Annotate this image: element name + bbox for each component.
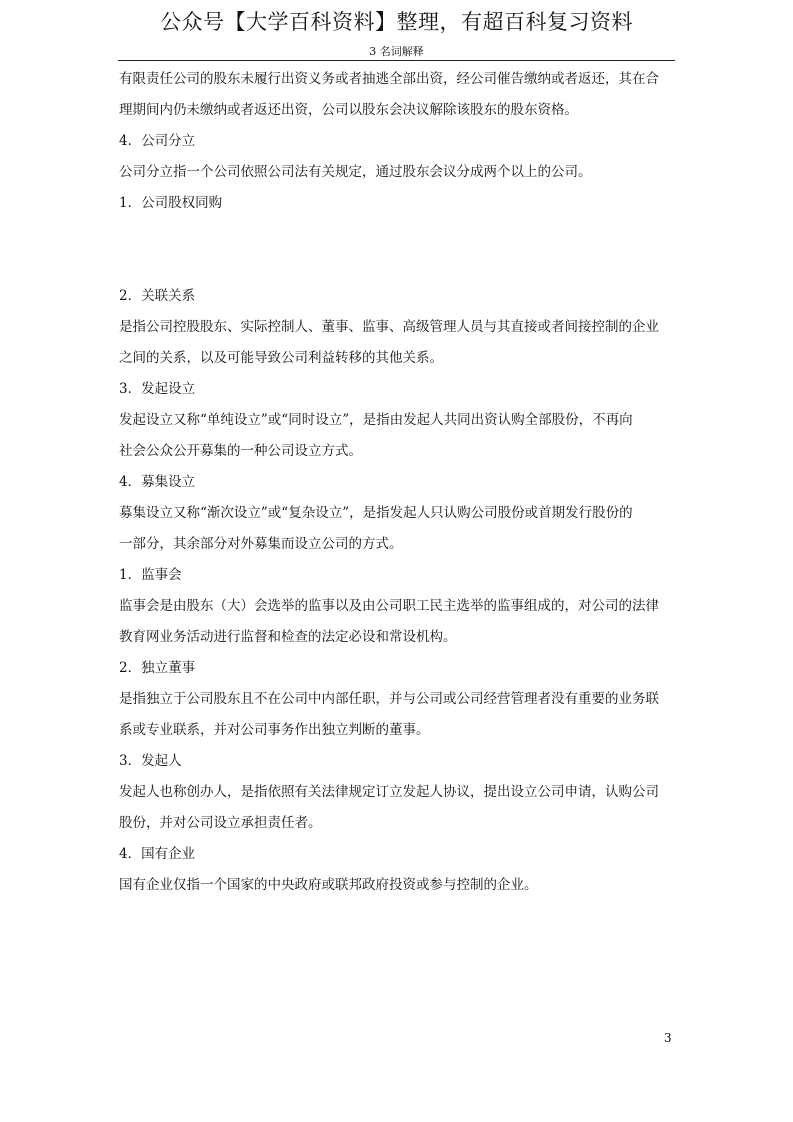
section-heading: 2．独立董事 bbox=[119, 660, 196, 676]
body-line: 是指独立于公司股东且不在公司中内部任职，并与公司或公司经营管理者没有重要的业务联 bbox=[119, 691, 659, 707]
section-heading: 3．发起设立 bbox=[119, 381, 196, 397]
page-banner: 公众号【大学百科资料】整理，有超百科复习资料 bbox=[160, 10, 633, 34]
body-line: 教育网业务活动进行监督和检查的法定必设和常设机构。 bbox=[119, 629, 457, 645]
body-line: 股份，并对公司设立承担责任者。 bbox=[119, 815, 322, 831]
header-divider bbox=[118, 60, 675, 61]
body-line: 公司分立指一个公司依照公司法有关规定，通过股东会议分成两个以上的公司。 bbox=[119, 164, 592, 180]
body-line: 是指公司控股股东、实际控制人、董事、监事、高级管理人员与其直接或者间接控制的企业 bbox=[119, 319, 659, 335]
section-heading: 4．募集设立 bbox=[119, 474, 196, 490]
section-header-label: 3 名词解释 bbox=[369, 45, 424, 58]
body-line: 发起人也称创办人，是指依照有关法律规定订立发起人协议，提出设立公司申请，认购公司 bbox=[119, 784, 659, 800]
body-line: 之间的关系，以及可能导致公司利益转移的其他关系。 bbox=[119, 350, 443, 366]
body-line: 监事会是由股东（大）会选举的监事以及由公司职工民主选举的监事组成的，对公司的法律 bbox=[119, 598, 659, 614]
body-line: 系或专业联系，并对公司事务作出独立判断的董事。 bbox=[119, 722, 430, 738]
blank-space bbox=[119, 219, 675, 281]
section-heading: 1．公司股权同购 bbox=[119, 195, 223, 211]
page-number: 3 bbox=[664, 1031, 672, 1045]
body-line: 一部分，其余部分对外募集而设立公司的方式。 bbox=[119, 536, 403, 552]
body-line: 国有企业仅指一个国家的中央政府或联邦政府投资或参与控制的企业。 bbox=[119, 877, 538, 893]
document-body bbox=[119, 64, 675, 901]
section-heading: 4．公司分立 bbox=[119, 133, 196, 149]
section-heading: 3．发起人 bbox=[119, 753, 182, 769]
body-line: 发起设立又称“单纯设立”或“同时设立”，是指由发起人共同出资认购全部股份，不再向 bbox=[119, 412, 633, 428]
section-heading: 2．关联关系 bbox=[119, 288, 196, 304]
section-heading: 4．国有企业 bbox=[119, 846, 196, 862]
body-line: 有限责任公司的股东未履行出资义务或者抽逃全部出资，经公司催告缴纳或者返还，其在合 bbox=[119, 71, 659, 87]
body-line: 社会公众公开募集的一种公司设立方式。 bbox=[119, 443, 362, 459]
section-heading: 1．监事会 bbox=[119, 567, 182, 583]
body-line: 募集设立又称“渐次设立”或“复杂设立”，是指发起人只认购公司股份或首期发行股份的 bbox=[119, 505, 633, 521]
body-line: 理期间内仍未缴纳或者返还出资，公司以股东会决议解除该股东的股东资格。 bbox=[119, 102, 578, 118]
